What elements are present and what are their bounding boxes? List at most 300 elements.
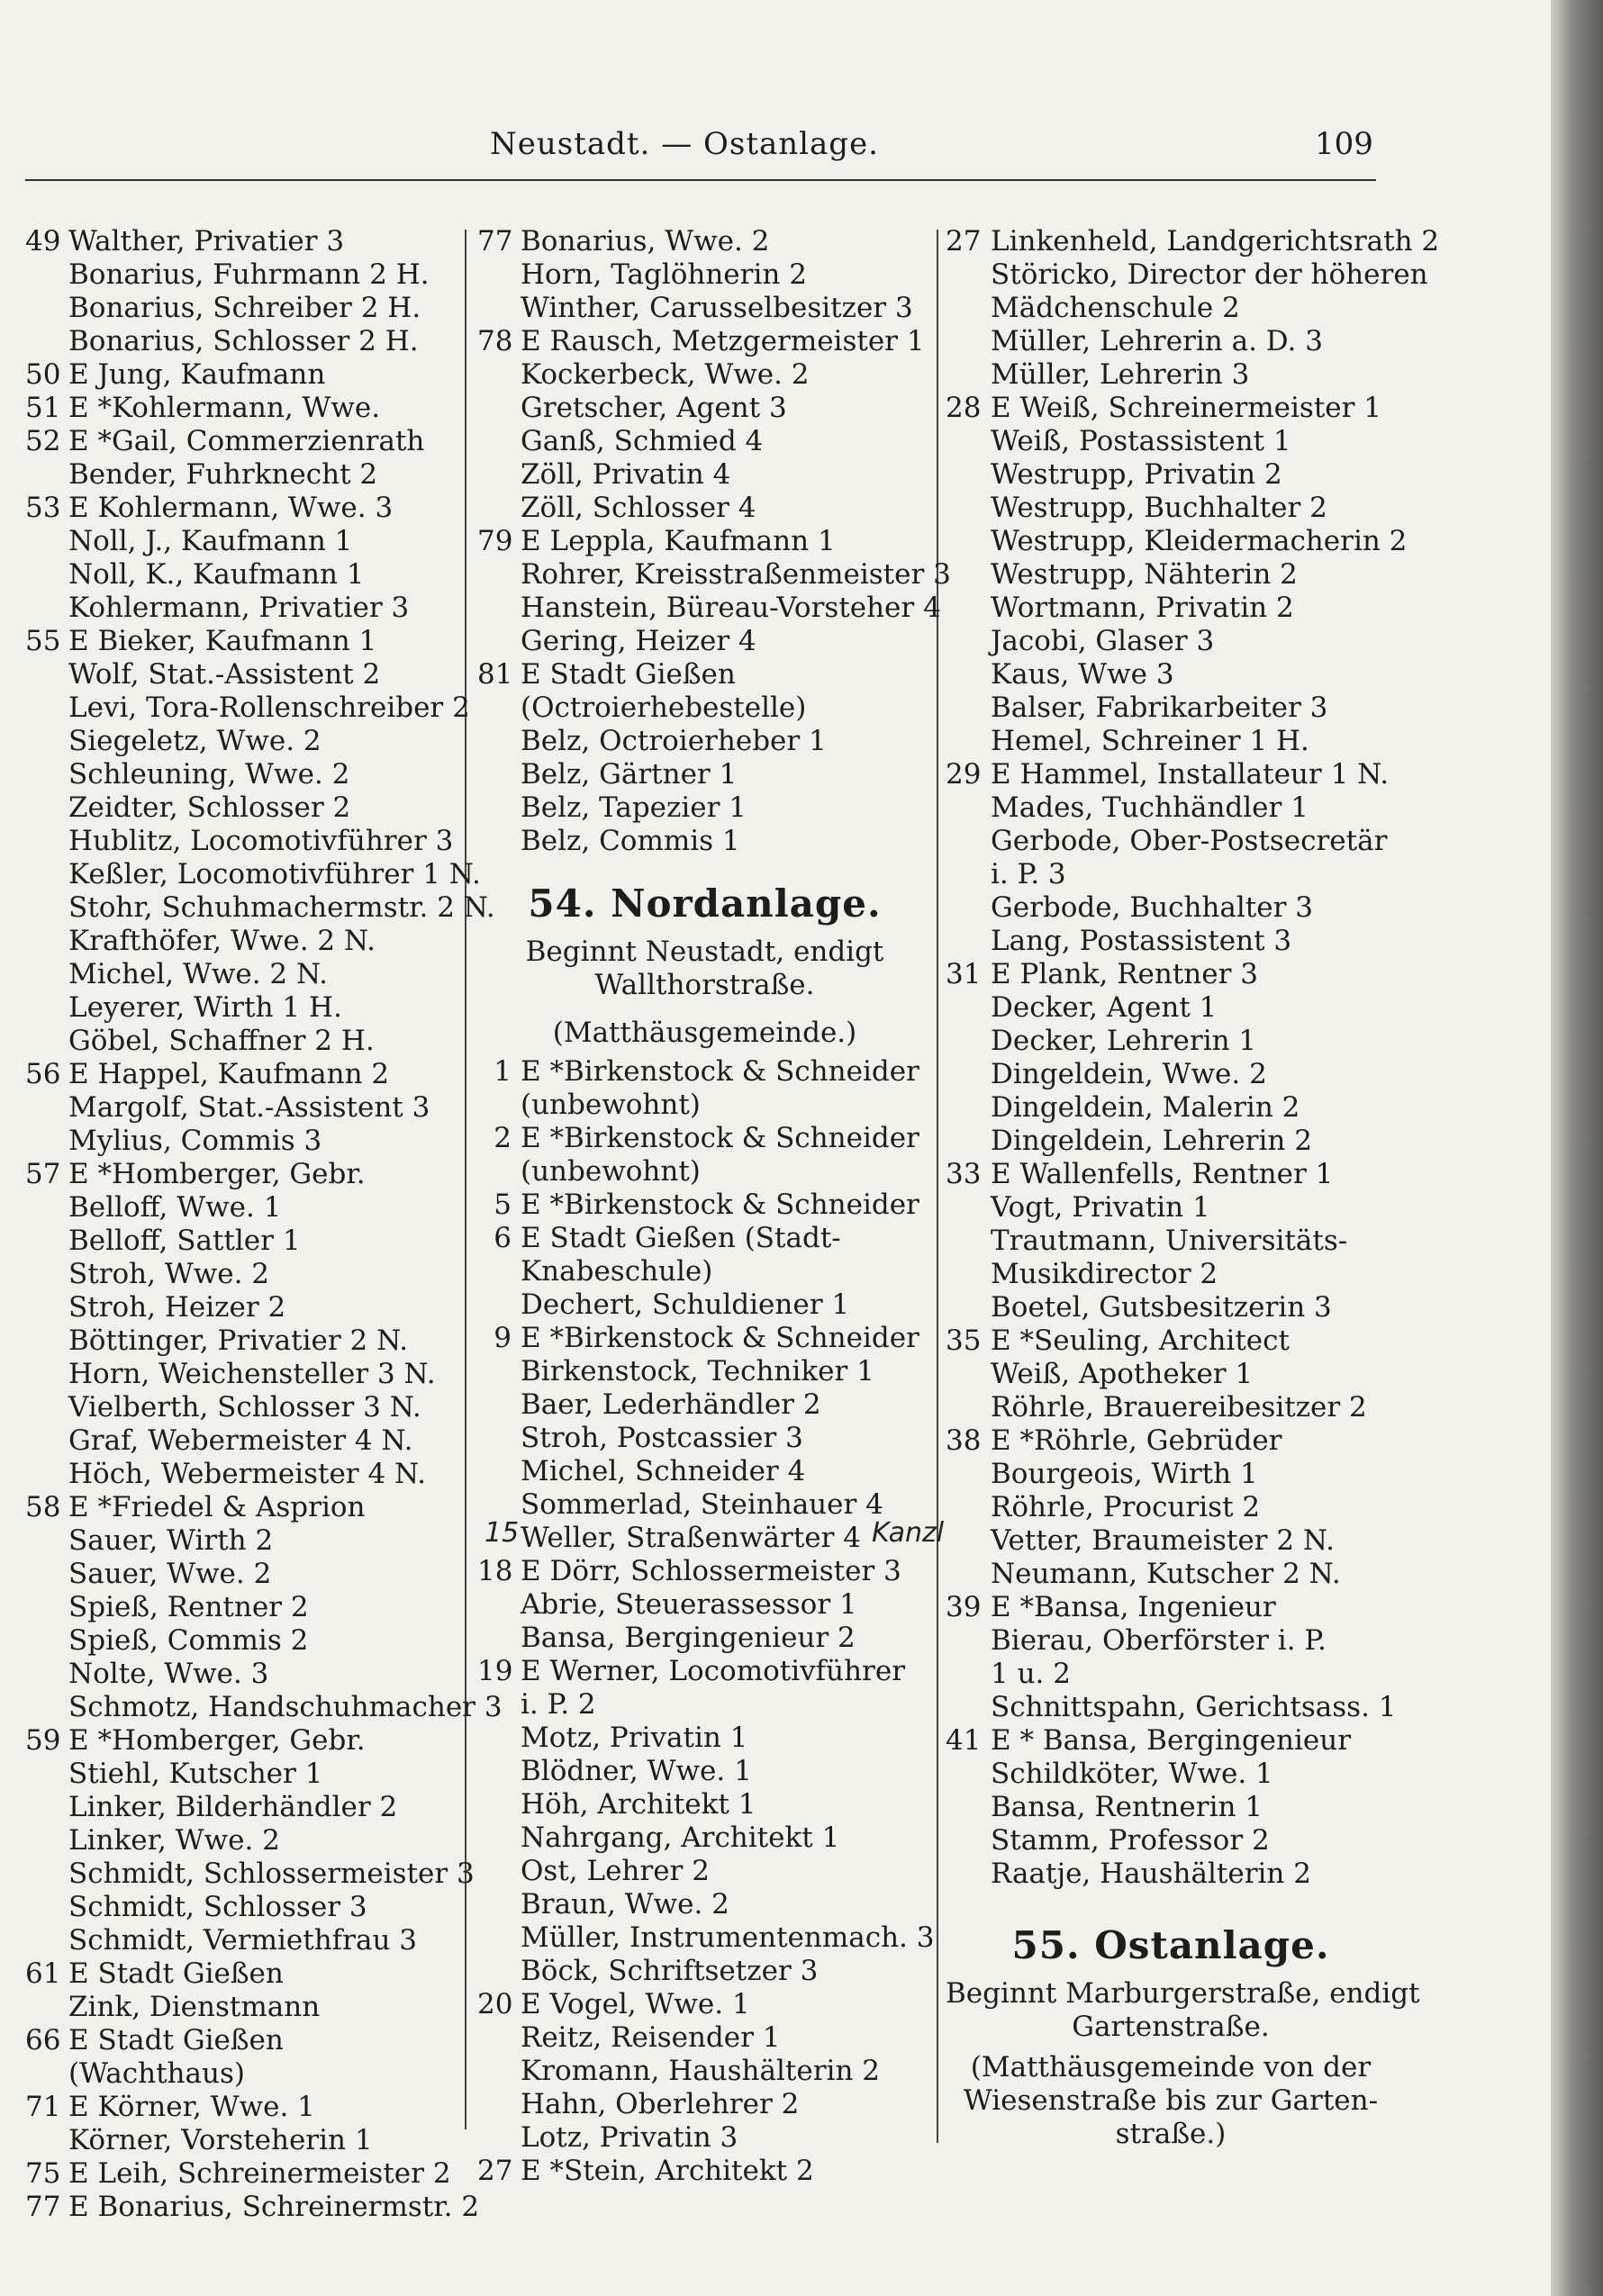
house-number: 38 <box>946 1424 982 1457</box>
directory-entry <box>477 458 932 492</box>
entry-text: Linkenheld, Landgerichtsrath 2 <box>991 225 1440 258</box>
directory-entry <box>25 692 470 725</box>
entry-text: Hemel, Schreiner 1 H. <box>991 725 1309 757</box>
entry-text: Zöll, Schlosser 4 <box>521 492 756 524</box>
entry-text: E *Röhrle, Gebrüder <box>991 1424 1282 1457</box>
directory-entry <box>477 2055 932 2088</box>
directory-entry <box>946 558 1396 592</box>
entry-text: Röhrle, Brauereibesitzer 2 <box>991 1391 1367 1424</box>
entry-text: Mylius, Commis 3 <box>68 1125 322 1157</box>
entry-text: E Happel, Kaufmann 2 <box>68 1058 390 1090</box>
directory-entry <box>25 1125 457 1158</box>
directory-entry <box>946 1558 1396 1591</box>
directory-entry <box>25 2057 457 2091</box>
directory-entry <box>477 1455 932 1488</box>
directory-entry <box>946 958 1396 991</box>
entry-text: E Stadt Gießen <box>68 1957 284 1990</box>
entry-text: E Werner, Locomotivführer <box>521 1655 906 1687</box>
entry-text: Raatje, Haushälterin 2 <box>991 1858 1311 1890</box>
directory-entry <box>25 1291 457 1324</box>
directory-entry <box>477 1622 932 1655</box>
entry-text: Gerbode, Ober-Postsecretär <box>991 825 1388 857</box>
entry-text: Nahrgang, Architekt 1 <box>521 1821 840 1854</box>
entry-text: Reitz, Reisender 1 <box>521 2021 781 2054</box>
entry-text: E *Bansa, Ingenieur <box>991 1591 1276 1623</box>
entry-text: Bansa, Rentnerin 1 <box>991 1791 1263 1823</box>
directory-entry <box>946 1258 1396 1291</box>
house-number: 5 <box>494 1189 512 1221</box>
directory-entry <box>25 2091 457 2124</box>
house-number: 41 <box>946 1724 982 1757</box>
directory-entry <box>25 1858 475 1891</box>
directory-entry <box>946 1524 1396 1558</box>
directory-entry <box>25 492 457 525</box>
entry-text: Boetel, Gutsbesitzerin 3 <box>991 1291 1332 1324</box>
entry-text: Neumann, Kutscher 2 N. <box>991 1558 1341 1590</box>
directory-entry <box>477 1855 932 1888</box>
entry-text: Störicko, Director der höheren <box>991 258 1428 291</box>
directory-entry <box>946 1358 1396 1391</box>
directory-entry <box>25 1091 457 1125</box>
directory-entry <box>477 1055 932 1089</box>
directory-entry <box>477 1688 932 1722</box>
entry-text: Krafthöfer, Wwe. 2 N. <box>68 925 376 957</box>
directory-entry <box>477 1655 932 1688</box>
directory-entry <box>25 658 457 692</box>
spacer <box>477 1002 932 1017</box>
directory-entry <box>946 725 1396 758</box>
directory-entry <box>946 1391 1396 1424</box>
entry-text: Ost, Lehrer 2 <box>521 1855 710 1887</box>
entry-text: Stroh, Postcassier 3 <box>521 1422 803 1454</box>
directory-entry <box>25 1058 457 1091</box>
handwritten-annotation-word: Kanzl <box>872 1517 945 1549</box>
directory-entry <box>946 525 1408 558</box>
directory-entry <box>946 258 1428 292</box>
entry-text: Gretscher, Agent 3 <box>521 392 787 424</box>
section-parish-line: Wiesenstraße bis zur Garten- <box>963 2084 1379 2117</box>
entry-text: Balser, Fabrikarbeiter 3 <box>991 692 1328 724</box>
entry-text: Westrupp, Privatin 2 <box>991 458 1282 491</box>
directory-entry <box>25 1957 457 1991</box>
directory-entry <box>25 1724 457 1758</box>
directory-entry <box>477 1988 932 2021</box>
house-number: 55 <box>25 625 61 657</box>
entry-text: Vetter, Braumeister 2 N. <box>991 1524 1335 1557</box>
directory-entry <box>477 1355 932 1388</box>
section-intro-line: Gartenstraße. <box>1072 2011 1270 2043</box>
house-number: 71 <box>25 2091 61 2123</box>
entry-text: Weiß, Postassistent 1 <box>991 425 1291 457</box>
book-spine-shadow <box>1551 0 1603 2296</box>
directory-entry <box>25 2191 480 2224</box>
entry-text: 1 u. 2 <box>991 1658 1071 1690</box>
directory-entry <box>946 1291 1396 1324</box>
directory-entry <box>25 325 457 358</box>
entry-text: Michel, Wwe. 2 N. <box>68 958 328 990</box>
entry-text: Ganß, Schmied 4 <box>521 425 764 457</box>
house-number: 18 <box>477 1555 513 1587</box>
directory-entry <box>25 458 457 492</box>
directory-entry <box>477 1821 932 1855</box>
entry-text: Höch, Webermeister 4 N. <box>68 1458 427 1490</box>
entry-text: E *Birkenstock & Schneider <box>521 1122 919 1154</box>
entry-text: i. P. 2 <box>521 1688 596 1721</box>
entry-text: Decker, Lehrerin 1 <box>991 1025 1257 1057</box>
entry-text: Bourgeois, Wirth 1 <box>991 1458 1258 1490</box>
directory-entry <box>25 758 457 791</box>
directory-entry <box>477 2021 932 2055</box>
directory-entry <box>477 592 941 625</box>
house-number: 77 <box>25 2191 61 2223</box>
entry-text: Braun, Wwe. 2 <box>521 1888 729 1921</box>
entry-text: Schleuning, Wwe. 2 <box>68 758 350 791</box>
entry-text: Stamm, Professor 2 <box>991 1824 1270 1857</box>
directory-entry <box>25 825 457 858</box>
running-title: Neustadt. — Ostanlage. <box>490 126 879 162</box>
entry-text: Müller, Lehrerin a. D. 3 <box>991 325 1323 357</box>
entry-text: Mades, Tuchhändler 1 <box>991 791 1309 824</box>
entry-text: Noll, K., Kaufmann 1 <box>68 558 365 591</box>
section-parish-line: straße.) <box>1115 2118 1227 2150</box>
directory-entry <box>477 2088 932 2121</box>
directory-entry <box>946 658 1396 692</box>
directory-entry <box>25 2024 457 2057</box>
entry-text: Zeidter, Schlosser 2 <box>68 791 351 824</box>
entry-text: E Stadt Gießen (Stadt- <box>521 1222 841 1254</box>
directory-entry <box>477 425 932 458</box>
entry-text: Weiß, Apotheker 1 <box>991 1358 1254 1390</box>
directory-entry <box>477 1122 932 1155</box>
directory-entry <box>477 225 932 258</box>
directory-entry <box>477 725 932 758</box>
entry-text: E *Seuling, Architect <box>991 1324 1290 1357</box>
directory-entry <box>25 2124 457 2157</box>
entry-text: Baer, Lederhändler 2 <box>521 1388 821 1421</box>
col3-entries <box>946 225 1440 1891</box>
spacer <box>477 858 932 872</box>
column-2 <box>477 225 951 2188</box>
directory-entry <box>946 292 1396 325</box>
entry-text: Dechert, Schuldiener 1 <box>521 1288 850 1321</box>
directory-entry <box>946 1158 1396 1191</box>
directory-entry <box>946 358 1396 392</box>
entry-text: Musikdirector 2 <box>991 1258 1218 1290</box>
entry-text: Böck, Schriftsetzer 3 <box>521 1955 819 1987</box>
entry-text: Westrupp, Kleidermacherin 2 <box>991 525 1408 557</box>
entry-text: Vogt, Privatin 1 <box>991 1191 1210 1224</box>
directory-entry <box>946 492 1396 525</box>
house-number: 2 <box>494 1122 512 1154</box>
house-number: 35 <box>946 1324 982 1357</box>
entry-text: Zink, Dienstmann <box>68 1991 321 2023</box>
entry-text: Motz, Privatin 1 <box>521 1722 748 1754</box>
entry-text: Westrupp, Nähterin 2 <box>991 558 1298 591</box>
directory-entry <box>25 858 481 891</box>
directory-entry <box>25 1358 457 1391</box>
directory-entry <box>25 558 457 592</box>
entry-text: E Kohlermann, Wwe. 3 <box>68 492 394 524</box>
directory-entry <box>946 1758 1396 1791</box>
entry-text: E Plank, Rentner 3 <box>991 958 1259 990</box>
section-intro-line: Wallthorstraße. <box>594 969 815 1001</box>
directory-entry <box>25 1758 457 1791</box>
entry-text: Böttinger, Privatier 2 N. <box>68 1324 409 1357</box>
handwritten-annotation-number: 15 <box>485 1517 520 1549</box>
directory-entry <box>946 1791 1396 1824</box>
entry-text: Schmotz, Handschuhmacher 3 <box>68 1691 503 1723</box>
house-number: 61 <box>25 1957 61 1990</box>
entry-text: Bonarius, Schreiber 2 H. <box>68 292 421 324</box>
directory-entry <box>477 1089 932 1122</box>
entry-text: Spieß, Commis 2 <box>68 1624 309 1657</box>
entry-text: Bonarius, Schlosser 2 H. <box>68 325 419 357</box>
directory-entry <box>946 392 1396 425</box>
house-number: 79 <box>477 525 513 557</box>
entry-text: Knabeschule) <box>521 1255 713 1288</box>
entry-text: (unbewohnt) <box>521 1089 701 1121</box>
house-number: 66 <box>25 2024 61 2056</box>
directory-entry <box>25 1391 457 1424</box>
entry-text: E Körner, Wwe. 1 <box>68 2091 315 2123</box>
house-number: 49 <box>25 225 61 258</box>
house-number: 59 <box>25 1724 61 1757</box>
directory-entry <box>477 1921 935 1955</box>
house-number: 52 <box>25 425 61 457</box>
section-intro-line: Beginnt Marburgerstraße, endigt <box>946 1977 1420 2010</box>
entry-text: Schmidt, Vermiethfrau 3 <box>68 1924 417 1957</box>
house-number: 27 <box>946 225 982 258</box>
directory-entry <box>477 692 932 725</box>
directory-entry <box>946 692 1396 725</box>
directory-entry <box>946 791 1396 825</box>
house-number: 27 <box>477 2155 513 2187</box>
entry-text: Bender, Fuhrknecht 2 <box>68 458 378 491</box>
entry-text: Müller, Instrumentenmach. 3 <box>521 1921 935 1954</box>
house-number: 81 <box>477 658 513 691</box>
entry-text: Leyerer, Wirth 1 H. <box>68 991 342 1024</box>
column-divider-2 <box>937 230 938 2143</box>
directory-entry <box>25 925 457 958</box>
house-number: 58 <box>25 1491 61 1523</box>
entry-text: Abrie, Steuerassessor 1 <box>521 1588 857 1621</box>
entry-text: Weller, Straßenwärter 4 <box>521 1522 862 1554</box>
entry-text: E Stadt Gießen <box>521 658 736 691</box>
entry-text: Belz, Gärtner 1 <box>521 758 738 791</box>
house-number: 50 <box>25 358 61 391</box>
directory-entry <box>477 758 932 791</box>
directory-entry <box>946 925 1396 958</box>
entry-text: Lotz, Privatin 3 <box>521 2121 738 2154</box>
entry-text: Sommerlad, Steinhauer 4 <box>521 1488 883 1521</box>
directory-entry <box>946 1591 1396 1624</box>
directory-entry <box>25 1025 457 1058</box>
entry-text: E Vogel, Wwe. 1 <box>521 1988 750 2020</box>
house-number: 31 <box>946 958 982 990</box>
directory-entry <box>25 258 457 292</box>
page-number: 109 <box>1315 126 1373 162</box>
entry-text: Kaus, Wwe 3 <box>991 658 1174 691</box>
directory-entry <box>477 358 932 392</box>
entry-text: Decker, Agent 1 <box>991 991 1218 1024</box>
directory-entry <box>25 1658 457 1691</box>
directory-entry <box>477 1588 932 1622</box>
house-number: 19 <box>477 1655 513 1687</box>
house-number: 75 <box>25 2157 61 2190</box>
entry-text: E *Stein, Architekt 2 <box>521 2155 814 2187</box>
directory-entry <box>946 1691 1396 1724</box>
entry-text: Graf, Webermeister 4 N. <box>68 1424 413 1457</box>
directory-entry <box>477 791 932 825</box>
entry-text: Keßler, Locomotivführer 1 N. <box>68 858 481 890</box>
directory-entry <box>946 1491 1396 1524</box>
entry-text: Belz, Commis 1 <box>521 825 740 857</box>
entry-text: Gering, Heizer 4 <box>521 625 756 657</box>
directory-entry <box>477 1322 932 1355</box>
entry-text: Sauer, Wwe. 2 <box>68 1558 272 1590</box>
entry-text: Bierau, Oberförster i. P. <box>991 1624 1327 1657</box>
directory-entry <box>25 1524 457 1558</box>
directory-entry <box>946 825 1396 858</box>
entry-text: Hahn, Oberlehrer 2 <box>521 2088 800 2120</box>
directory-entry <box>25 1558 457 1591</box>
directory-entry <box>477 1955 932 1988</box>
section-parish: (Matthäusgemeinde.) <box>552 1017 857 1049</box>
section-title-ostanlage: 55. Ostanlage. <box>1011 1923 1330 1967</box>
directory-entry <box>477 1488 932 1522</box>
directory-entry <box>477 1189 932 1222</box>
section-title-nordanlage: 54. Nordanlage. <box>528 881 882 926</box>
entry-text: E Dörr, Schlossermeister 3 <box>521 1555 901 1587</box>
directory-entry <box>946 1191 1396 1225</box>
directory-entry <box>477 525 932 558</box>
directory-entry <box>25 1624 457 1658</box>
entry-text: Belloff, Wwe. 1 <box>68 1191 282 1224</box>
directory-entry <box>477 1555 932 1588</box>
entry-text: Bonarius, Fuhrmann 2 H. <box>68 258 430 291</box>
header-rule <box>25 179 1376 181</box>
directory-entry <box>477 1788 932 1821</box>
entry-text: (Wachthaus) <box>68 2057 245 2090</box>
entry-text: Siegeletz, Wwe. 2 <box>68 725 322 757</box>
directory-entry <box>25 1158 457 1191</box>
entry-text: Belloff, Sattler 1 <box>68 1225 301 1257</box>
directory-entry <box>946 1125 1396 1158</box>
entry-text: Spieß, Rentner 2 <box>68 1591 309 1623</box>
directory-entry <box>477 658 932 692</box>
entry-text: E Bonarius, Schreinermstr. 2 <box>68 2191 480 2223</box>
entry-text: Margolf, Stat.-Assistent 3 <box>68 1091 430 1124</box>
directory-entry <box>477 292 932 325</box>
directory-entry <box>946 758 1396 791</box>
directory-entry <box>25 425 457 458</box>
column-divider-1 <box>465 230 466 2129</box>
spacer <box>946 2044 1396 2051</box>
entry-text: E *Birkenstock & Schneider <box>521 1189 919 1221</box>
directory-entry <box>25 891 495 925</box>
entry-text: E Leih, Schreinermeister 2 <box>68 2157 451 2190</box>
entry-text: i. P. 3 <box>991 858 1066 890</box>
directory-entry <box>946 1091 1396 1125</box>
directory-entry <box>25 292 457 325</box>
directory-entry <box>946 1458 1396 1491</box>
directory-entry <box>477 1222 932 1255</box>
entry-text: Blödner, Wwe. 1 <box>521 1755 752 1787</box>
entry-text: Westrupp, Buchhalter 2 <box>991 492 1327 524</box>
entry-text: Winther, Carusselbesitzer 3 <box>521 292 913 324</box>
directory-entry <box>477 1722 932 1755</box>
directory-entry <box>25 991 457 1025</box>
directory-entry <box>25 1225 457 1258</box>
house-number: 33 <box>946 1158 982 1190</box>
directory-entry <box>25 1991 457 2024</box>
directory-entry <box>25 1258 457 1291</box>
directory-entry <box>946 1225 1396 1258</box>
entry-text: Walther, Privatier 3 <box>68 225 345 258</box>
entry-text: (Octroierhebestelle) <box>521 692 807 724</box>
directory-entry <box>477 2121 932 2155</box>
directory-entry <box>25 791 457 825</box>
entry-text: E *Gail, Commerzienrath <box>68 425 425 457</box>
directory-entry <box>946 1058 1396 1091</box>
column-3 <box>946 225 1440 2151</box>
entry-text: E *Homberger, Gebr. <box>68 1158 366 1190</box>
directory-entry <box>25 1591 457 1624</box>
house-number: 29 <box>946 758 982 791</box>
entry-text: Linker, Wwe. 2 <box>68 1824 280 1857</box>
directory-entry <box>477 2155 932 2188</box>
directory-entry <box>25 1491 457 1524</box>
directory-entry <box>477 258 932 292</box>
entry-text: Wolf, Stat.-Assistent 2 <box>68 658 381 691</box>
entry-text: E *Homberger, Gebr. <box>68 1724 366 1757</box>
house-number: 28 <box>946 392 982 424</box>
directory-entry <box>25 1824 457 1858</box>
entry-text: Dingeldein, Malerin 2 <box>991 1091 1300 1124</box>
entry-text: Höh, Architekt 1 <box>521 1788 756 1821</box>
directory-entry <box>946 858 1396 891</box>
entry-text: Dingeldein, Lehrerin 2 <box>991 1125 1312 1157</box>
entry-text: Jacobi, Glaser 3 <box>991 625 1215 657</box>
directory-entry <box>25 1691 503 1724</box>
entry-text: Zöll, Privatin 4 <box>521 458 731 491</box>
directory-entry <box>25 1324 457 1358</box>
directory-entry <box>25 1458 457 1491</box>
entry-text: Belz, Octroierheber 1 <box>521 725 827 757</box>
entry-text: E Jung, Kaufmann <box>68 358 326 391</box>
entry-text: Dingeldein, Wwe. 2 <box>991 1058 1267 1090</box>
entry-text: Mädchenschule 2 <box>991 292 1240 324</box>
entry-text: Noll, J., Kaufmann 1 <box>68 525 353 557</box>
entry-text: E Bieker, Kaufmann 1 <box>68 625 377 657</box>
directory-entry <box>25 1191 457 1225</box>
entry-text: Bansa, Bergingenieur 2 <box>521 1622 856 1654</box>
directory-entry <box>25 958 457 991</box>
entry-text: Belz, Tapezier 1 <box>521 791 747 824</box>
directory-entry <box>477 325 932 358</box>
directory-entry <box>25 625 457 658</box>
entry-text: E *Birkenstock & Schneider <box>521 1055 919 1088</box>
directory-entry <box>946 425 1396 458</box>
entry-text: E *Friedel & Asprion <box>68 1491 366 1523</box>
directory-entry <box>946 1858 1396 1891</box>
entry-text: Wortmann, Privatin 2 <box>991 592 1294 624</box>
entry-text: E *Kohlermann, Wwe. <box>68 392 381 424</box>
entry-text: Stroh, Heizer 2 <box>68 1291 286 1324</box>
house-number: 77 <box>477 225 513 258</box>
entry-text: Göbel, Schaffner 2 H. <box>68 1025 375 1057</box>
house-number: 56 <box>25 1058 61 1090</box>
